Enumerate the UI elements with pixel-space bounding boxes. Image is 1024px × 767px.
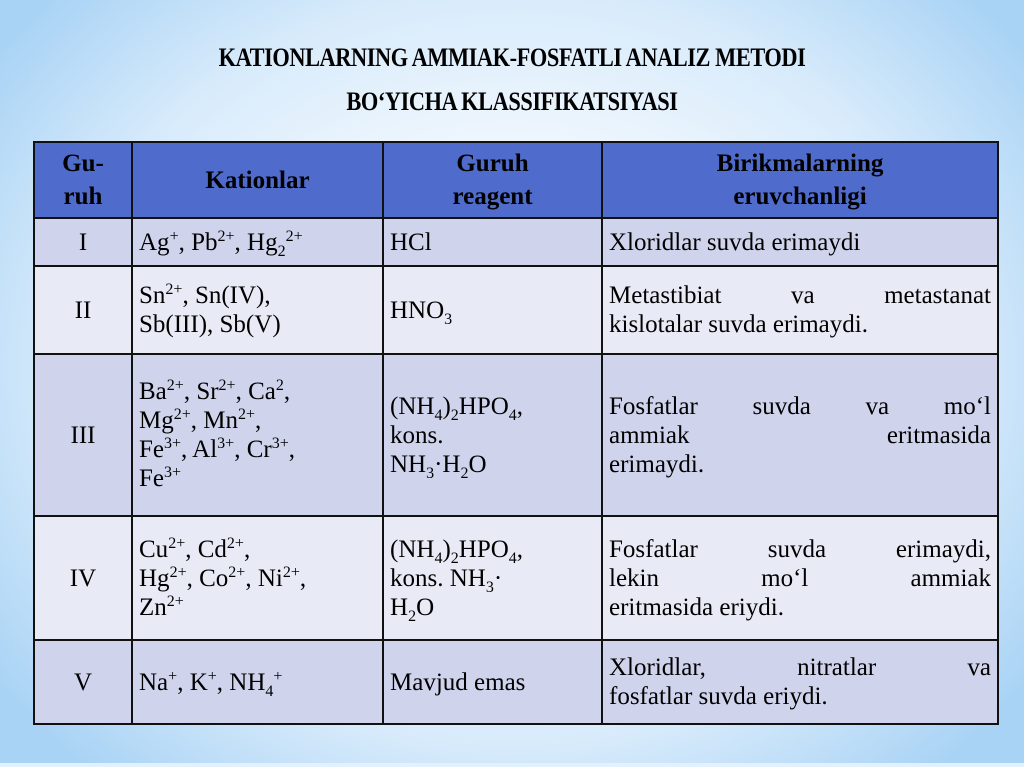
solubility-cell: Xloridlar suvda erimaydi: [602, 218, 998, 266]
title-line-1: KATIONLARNING AMMIAK-FOSFATLI ANALIZ METODI: [218, 43, 806, 72]
reagent-cell: $HNO_3$: [383, 266, 602, 354]
solubility-cell: Metastibiat va metastanat kislotalar suvda erimaydi.: [602, 266, 998, 354]
cations-cell: Ag+, $Pb^{2+}$, $Hg_2^{2+}$: [132, 218, 383, 266]
table-row: [34, 218, 998, 266]
page-title: [72, 36, 953, 124]
header-group: Gu- ruh: [34, 142, 132, 218]
solubility-cell: Xloridlar, nitratlar va fosfatlar suvda eriydi.: [602, 640, 998, 724]
table-row: [34, 516, 998, 640]
solubility-cell: Fosfatlar suvda erimaydi, lekin mo‘l ammiak eritmasida eriydi.: [602, 516, 998, 640]
cations-cell: $Ba^{2+}$, $Sr^{2+}$, Ca$^2$, $Mg^{2+}$, $Mn^{2+}$, $Fe^{3+}$, $Al^{3+}$, $Cr^{3+}$, $Fe^{3+}$: [132, 354, 383, 516]
group-cell: IV: [34, 516, 132, 640]
table-header-row: [34, 142, 998, 218]
table-row: [34, 640, 998, 724]
cations-cell: $Sn^{2+}$, Sn(IV), Sb(III), Sb(V): [132, 266, 383, 354]
header-reagent: Guruh reagent: [383, 142, 602, 218]
table-row: [34, 354, 998, 516]
cations-cell: $Cu^{2+}$, $Cd^{2+}$, $Hg^{2+}$, $Co^{2+}$, $Ni^{2+}$, $Zn^{2+}$: [132, 516, 383, 640]
reagent-cell: HCl: [383, 218, 602, 266]
title-line-2: BO‘YICHA KLASSIFIKATSIYASI: [346, 87, 678, 116]
reagent-cell: $(NH_4)_2HPO_4$, kons. $NH_3\cdot H_2O$: [383, 354, 602, 516]
header-cations: Kationlar: [132, 142, 383, 218]
header-solubility: Birikmalarning eruvchanligi: [602, 142, 998, 218]
group-cell: II: [34, 266, 132, 354]
table-row: [34, 266, 998, 354]
solubility-cell: Fosfatlar suvda va mo‘l ammiak eritmasida erimaydi.: [602, 354, 998, 516]
cations-cell: Na+, K+, $NH_4^+$: [132, 640, 383, 724]
group-cell: III: [34, 354, 132, 516]
group-cell: I: [34, 218, 132, 266]
reagent-cell: $(NH_4)_2HPO_4$, kons. $NH_3\cdot$ $H_2O$: [383, 516, 602, 640]
reagent-cell: Mavjud emas: [383, 640, 602, 724]
classification-table: [33, 141, 999, 725]
bottom-strip: [0, 763, 1024, 767]
group-cell: V: [34, 640, 132, 724]
